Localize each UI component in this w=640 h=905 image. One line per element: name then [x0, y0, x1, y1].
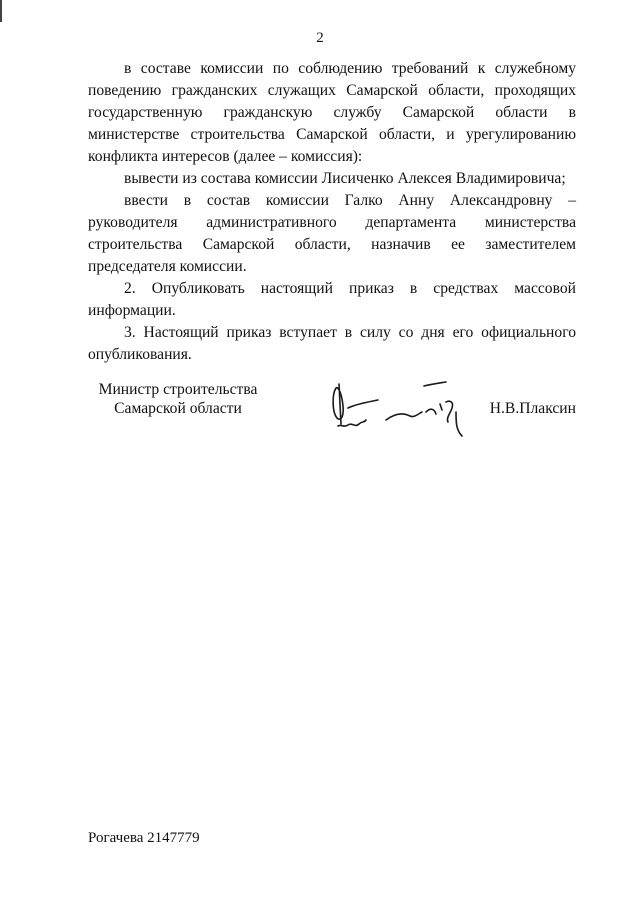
signatory-title-line2: Самарской области: [114, 400, 242, 417]
scan-edge-mark: [0, 0, 2, 22]
handwritten-signature: [328, 378, 478, 444]
signatory-name: Н.В.Плаксин: [489, 400, 576, 417]
paragraph-commission-composition: в составе комиссии по соблюдению требований к служебному поведению гражданских служащих Самарской области, проходящих государственную гражданскую службу Самарской области в министерстве строительства Самарской области, и урегулированию конфликта интересов (далее – комиссия):: [88, 60, 576, 165]
paragraph-publish: 2. Опубликовать настоящий приказ в средствах массовой информации.: [88, 280, 576, 319]
signatory-title: [88, 380, 268, 418]
page-number: 2: [316, 30, 324, 46]
paragraph-effective: 3. Настоящий приказ вступает в силу со дня его официального опубликования.: [88, 324, 576, 363]
paragraph-remove-member: вывести из состава комиссии Лисиченко Алексея Владимировича;: [124, 170, 566, 187]
paragraph-add-member: ввести в состав комиссии Галко Анну Александровну – руководителя административного департамента министерства строительства Самарской области, назначив ее заместителем председателя комиссии.: [88, 192, 576, 275]
signature-block: [88, 380, 576, 450]
document-body: [88, 58, 576, 366]
signatory-title-line1: Министр строительства: [98, 381, 258, 398]
executor-contact: Рогачева 2147779: [88, 830, 200, 846]
